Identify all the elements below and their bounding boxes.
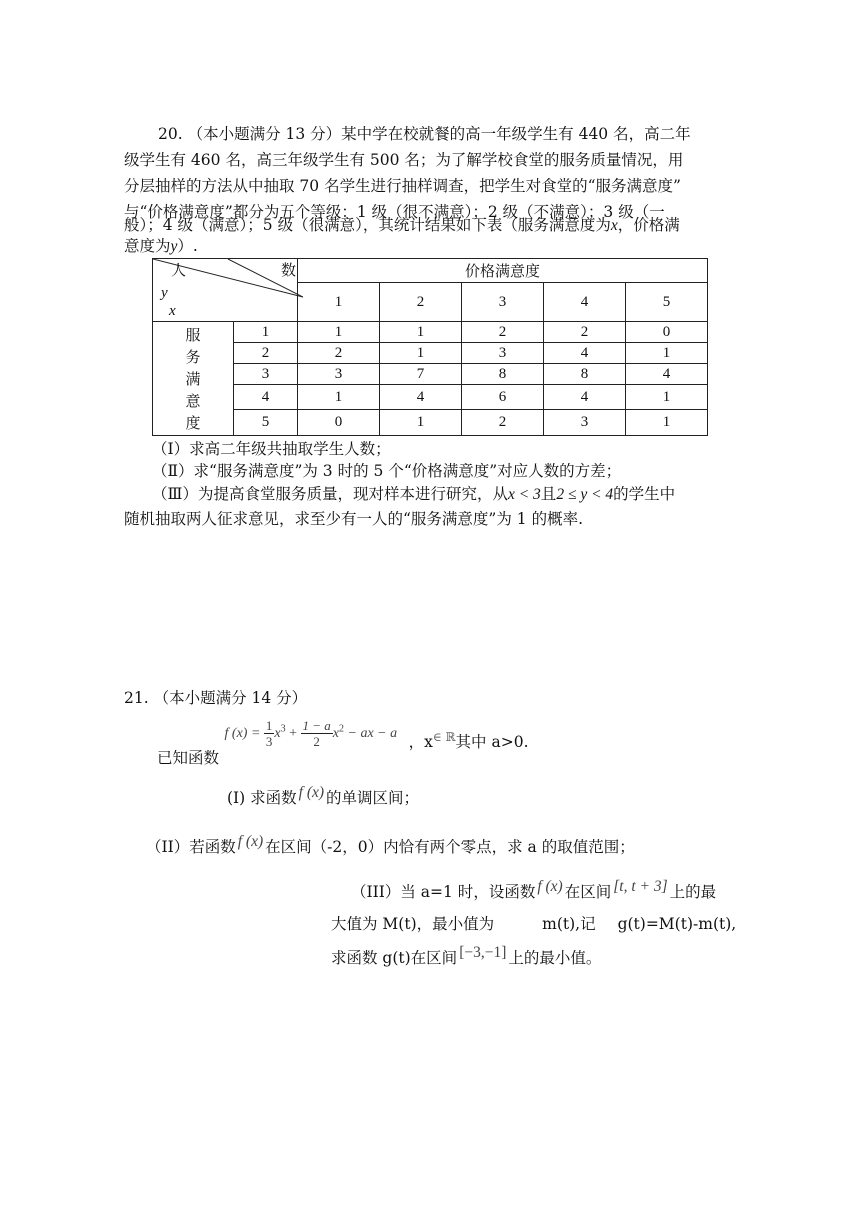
q20-sub3-text-b: 的学生中	[613, 485, 676, 503]
q21-given-c: 其中 a>0.	[455, 732, 529, 751]
table-cell: 1	[626, 410, 708, 436]
term-x2: x	[332, 725, 340, 741]
corner-label-y: y	[161, 285, 168, 301]
q21-part1	[227, 786, 419, 810]
f-of-x: f (x)	[537, 878, 563, 895]
q20-line-4: 与“价格满意度”都分为五个等级：1 级（很不满意）；2 级（不满意）；3 级（一	[124, 203, 665, 221]
table-cell: 2	[544, 322, 626, 343]
q21-given	[157, 718, 529, 767]
in-real-symbol: ∈ ℝ	[432, 729, 456, 744]
f-of-x: f (x)	[237, 833, 264, 850]
fraction-numerator: 1	[265, 718, 273, 733]
q21-part1-b: 的单调区间；	[326, 789, 420, 807]
satisfaction-table	[152, 258, 708, 436]
col-header: 3	[462, 283, 544, 322]
f-lhs: f (x) =	[224, 725, 261, 741]
q20-sub3-line-2: 随机抽取两人征求意见，求至少有一人的“服务满意度”为 1 的概率.	[124, 510, 583, 528]
row-label: 2	[234, 343, 298, 364]
tail-terms: − ax − a	[347, 725, 398, 741]
q21-part1-a: (I) 求函数	[227, 789, 297, 807]
interval-t: [t, t + 3]	[613, 878, 668, 895]
col-header: 5	[626, 283, 708, 322]
q21-part3-line2-c: g(t)=M(t)-m(t),	[617, 915, 737, 933]
table-cell: 8	[462, 364, 544, 385]
q20-line-5-text: 般）；4 级（满意）；5 级（很满意），其统计结果如下表（服务满意度为	[124, 216, 611, 234]
row-group-char: 满	[185, 371, 201, 388]
table-cell: 1	[298, 385, 380, 410]
q21-part2-b: 在区间（-2，0）内恰有两个零点，求 a 的取值范围；	[265, 838, 635, 856]
q20-sub3-and: 且	[540, 485, 557, 503]
term-x3: x	[274, 725, 281, 741]
col-group-header: 价格满意度	[298, 259, 708, 283]
row-group-header	[153, 322, 234, 436]
q20-line-2: 级学生有 460 名，高三年级学生有 500 名；为了解学校食堂的服务质量情况，用	[124, 151, 684, 169]
table-cell: 6	[462, 385, 544, 410]
q21-part3-line-2	[331, 912, 736, 936]
table-cell: 3	[544, 410, 626, 436]
q21-part3-line-1	[351, 880, 716, 904]
q20-sub1: （Ⅰ）求高二年级共抽取学生人数；	[152, 440, 391, 458]
q21-given-text: 已知函数	[157, 748, 220, 767]
table-cell: 4	[544, 385, 626, 410]
col-header: 4	[544, 283, 626, 322]
table-cell: 3	[462, 343, 544, 364]
function-definition	[221, 718, 401, 749]
table-cell: 0	[298, 410, 380, 436]
table-cell: 4	[380, 385, 462, 410]
q20-line-6	[124, 234, 198, 258]
row-group-char: 服	[185, 327, 201, 344]
row-label: 5	[234, 410, 298, 436]
row-label: 1	[234, 322, 298, 343]
exponent-2: 2	[339, 723, 345, 735]
fraction-numerator: 1 − a	[302, 718, 331, 733]
var-x: x	[610, 217, 618, 234]
table-cell: 2	[298, 343, 380, 364]
q20-sub2: （Ⅱ）求“服务满意度”为 3 时的 5 个“价格满意度”对应人数的方差；	[152, 462, 622, 480]
col-header: 2	[380, 283, 462, 322]
q20-line-5-tail: ，价格满	[617, 216, 680, 234]
row-label: 3	[234, 364, 298, 385]
q20-sub3-text-a: （Ⅲ）为提高食堂服务质量，现对样本进行研究，从	[152, 485, 508, 503]
exponent-3: 3	[280, 723, 286, 735]
f-of-x: f (x)	[298, 784, 325, 801]
q21-part2-a: （II）若函数	[146, 838, 236, 856]
q20-line-6-head: 意度为	[124, 237, 171, 255]
q21-part3-b: 在区间	[564, 883, 612, 901]
table-cell: 1	[298, 322, 380, 343]
q20-line-1: 20. （本小题满分 13 分）某中学在校就餐的高一年级学生有 440 名，高二年	[158, 125, 691, 143]
corner-label-ren: 人	[171, 263, 187, 279]
table-corner-cell	[153, 259, 298, 322]
table-cell: 8	[544, 364, 626, 385]
fraction-denominator: 3	[265, 734, 273, 749]
q21-part2	[146, 835, 635, 859]
q20-line-5	[124, 213, 680, 237]
table-cell: 1	[626, 343, 708, 364]
math-condition-x: x < 3	[507, 486, 541, 503]
table-cell: 1	[380, 322, 462, 343]
q20-line-3: 分层抽样的方法从中抽取 70 名学生进行抽样调查，把学生对食堂的“服务满意度”	[124, 177, 681, 195]
q20-sub3	[152, 482, 675, 506]
q21-part3-line3-b: 上的最小值。	[508, 949, 602, 967]
table-cell: 0	[626, 322, 708, 343]
q21-head: 21. （本小题满分 14 分）	[124, 689, 308, 707]
corner-label-x: x	[169, 303, 176, 319]
q21-part3-line2-b: m(t),记	[542, 915, 596, 933]
var-y: y	[170, 238, 178, 255]
row-group-char: 度	[185, 415, 201, 432]
q21-part3-line3-a: 求函数 g(t)在区间	[331, 949, 458, 967]
q21-part3-line-3	[331, 946, 601, 970]
table-cell: 1	[380, 343, 462, 364]
interval-neg3-neg1: [−3,−1]	[459, 944, 507, 961]
math-condition-y: 2 ≤ y < 4	[556, 486, 614, 503]
table-cell: 1	[380, 410, 462, 436]
row-label: 4	[234, 385, 298, 410]
q21-part3-line2-a: 大值为 M(t)，最小值为	[331, 915, 495, 933]
row-group-char: 务	[185, 349, 201, 366]
q20-line-6-tail: ）.	[177, 237, 198, 255]
fraction-one-minus-a-half	[301, 718, 333, 749]
row-group-char: 意	[185, 393, 201, 410]
plus-sign: +	[289, 725, 298, 741]
q21-part3-a: （III）当 a=1 时，设函数	[351, 883, 536, 901]
table-cell: 7	[380, 364, 462, 385]
col-header: 1	[298, 283, 380, 322]
table-cell: 4	[544, 343, 626, 364]
q21-part3-c: 上的最	[669, 883, 717, 901]
table-cell: 3	[298, 364, 380, 385]
table-cell: 4	[626, 364, 708, 385]
fraction-denominator: 2	[313, 734, 320, 749]
fraction-one-third	[264, 718, 275, 749]
table-cell: 2	[462, 410, 544, 436]
table-cell: 2	[462, 322, 544, 343]
q21-given-b: ，x	[408, 732, 433, 751]
corner-label-shu: 数	[281, 263, 297, 279]
table-cell: 1	[626, 385, 708, 410]
